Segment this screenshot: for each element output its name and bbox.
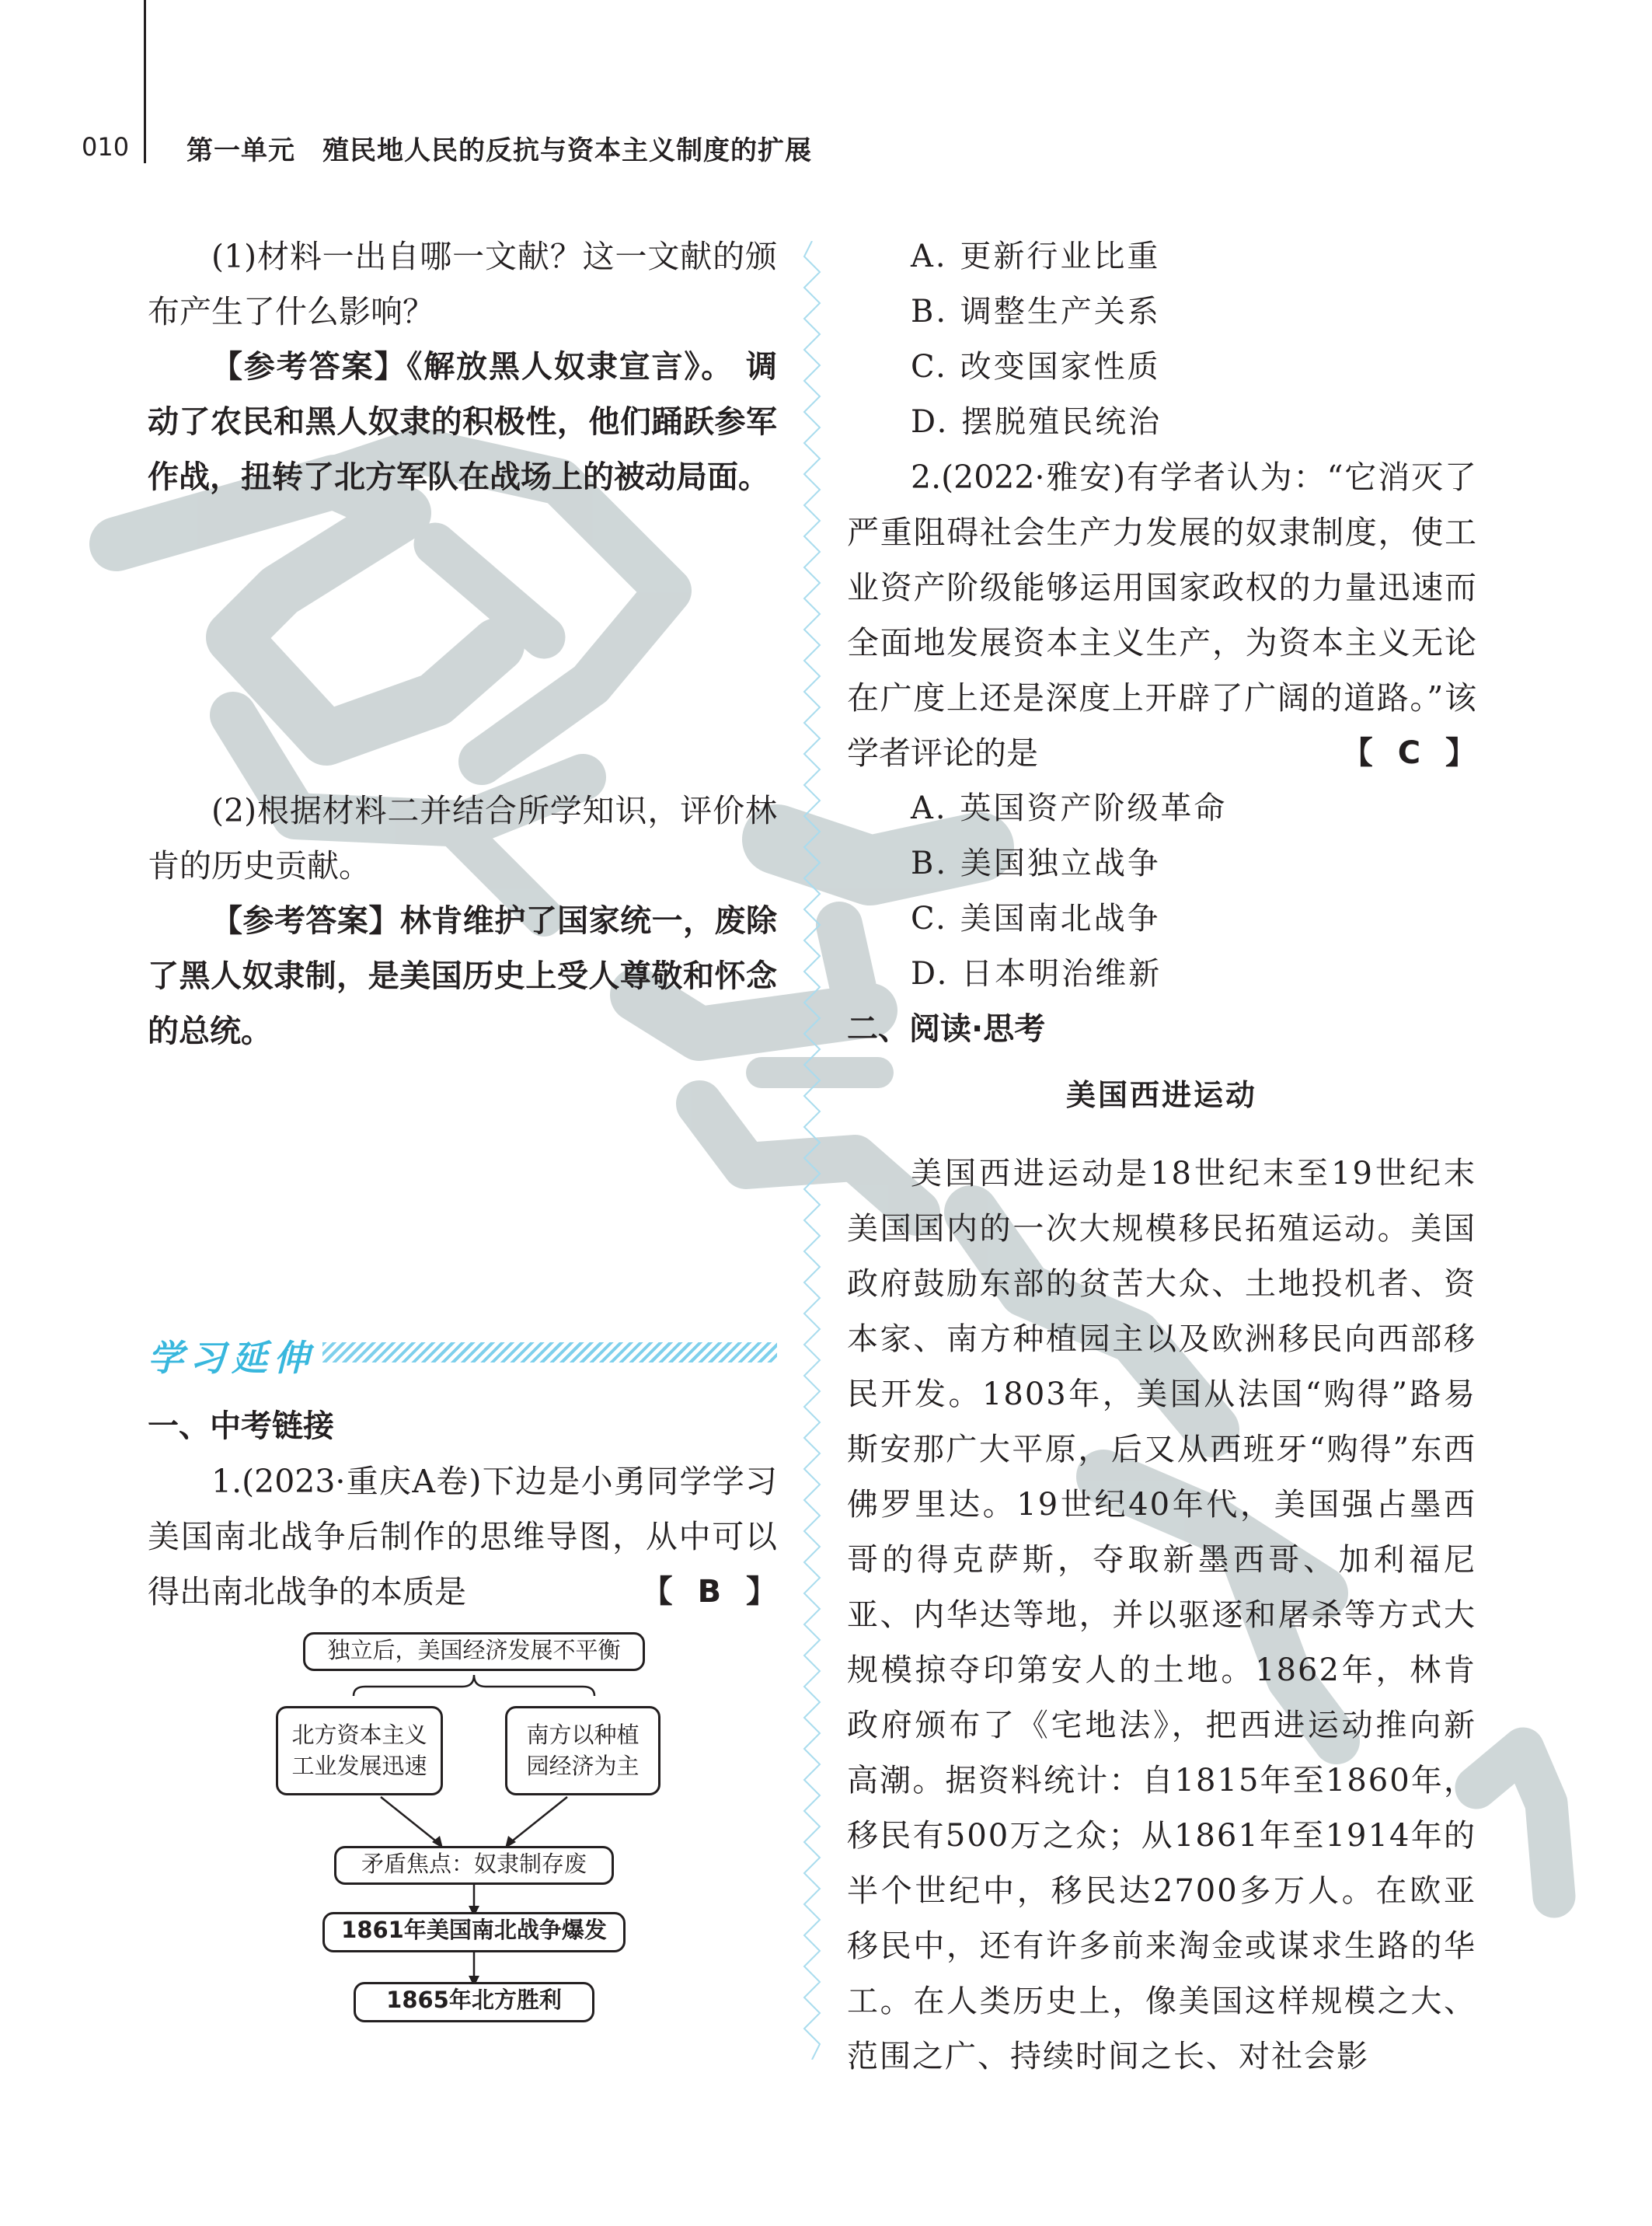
mcq-2-option-b: B. 美国独立战争: [911, 846, 1161, 881]
mcq-1-option-d: D. 摆脱殖民统治: [911, 404, 1162, 440]
mcq-2-option-a: A. 英国资产阶级革命: [911, 790, 1228, 826]
left-column: [148, 229, 777, 1059]
exam-link-block: [148, 1399, 777, 1620]
answer-2: 【参考答案】林肯维护了国家统一，废除了黑人奴隶制，是美国历史上受人尊敬和怀念的总统。: [148, 903, 777, 1049]
mcq-1-option-b: B. 调整生产关系: [911, 294, 1161, 330]
answer-1: 【参考答案】《解放黑人奴隶宣言》。 调动了农民和黑人奴隶的积极性，他们踊跃参军作战，扭转了北方军队在战场上的被动局面。: [148, 349, 777, 495]
mcq-2-stem: [847, 450, 1476, 781]
article-title: 美国西进运动: [1065, 1078, 1257, 1112]
mind-map-connectors: [280, 1632, 668, 2036]
mind-map-focus: 矛盾焦点：奴隶制存废: [334, 1846, 614, 1885]
mcq-2-option-d: D. 日本明治维新: [911, 956, 1162, 992]
mind-map: [280, 1632, 668, 2036]
mind-map-outbreak: 1861年美国南北战争爆发: [322, 1912, 626, 1952]
mcq-1-text: 1.(2023·重庆A卷)下边是小勇同学学习美国南北战争后制作的思维导图，从中可以得出南北战争的本质是: [148, 1463, 777, 1610]
header-rule: [144, 0, 146, 163]
question-2: (2)根据材料二并结合所学知识，评价林肯的历史贡献。: [148, 792, 777, 884]
mcq-2-option-c: C. 美国南北战争: [911, 901, 1161, 937]
section-title-exam-link: 一、中考链接: [148, 1408, 334, 1444]
study-extension-title: 学习延伸: [148, 1337, 315, 1379]
unit-title: 第一单元 殖民地人民的反抗与资本主义制度的扩展: [186, 135, 812, 166]
question-1: (1)材料一出自哪一文献？这一文献的颁布产生了什么影响？: [148, 238, 777, 330]
mcq-1-option-a: A. 更新行业比重: [911, 239, 1161, 274]
mcq-2-text: 2.(2022·雅安)有学者认为：“它消灭了严重阻碍社会生产力发展的奴隶制度，使工业资产阶级能够运用国家政权的力量迅速而全面地发展资本主义生产，为资本主义无论在广度上还是深度上开辟了广阔的道路。”该学者评论的是: [847, 459, 1476, 772]
right-column: [847, 229, 1476, 2085]
mcq-2-answer: 【 C 】: [1341, 735, 1476, 771]
article-body: 美国西进运动是18世纪末至19世纪末美国国内的一次大规模移民拓殖运动。美国政府鼓励东部的贫苦大众、土地投机者、资本家、南方种植园主以及欧洲移民向西部移民开发。1803年，美国从法国“购得”路易斯安那广大平原，后又从西班牙“购得”东西佛罗里达。19世纪40年代，美国强占墨西哥的得克萨斯，夺取新墨西哥、加利福尼亚、内华达等地，并以驱逐和屠杀等方式大规模掠夺印第安人的土地。1862年，林肯政府颁布了《宅地法》，把西进运动推向新高潮。据资料统计：自1815年至1860年，移民有500万之众；从1861年至1914年的半个世纪中，移民达2700多万人。在欧亚移民中，还有许多前来淘金或谋求生路的华工。在人类历史上，像美国这样规模之大、范围之广、持续时间之长、对社会影: [847, 1156, 1476, 2074]
mcq-1-stem: [148, 1454, 777, 1620]
column-divider: [800, 241, 824, 2060]
banner-hatch: [322, 1342, 777, 1362]
mcq-1-answer: 【 B 】: [641, 1574, 777, 1610]
mcq-1-option-c: C. 改变国家性质: [911, 349, 1161, 385]
page-number: 010: [82, 132, 130, 162]
mind-map-root: 独立后，美国经济发展不平衡: [303, 1632, 645, 1671]
section-title-reading: 二、阅读·思考: [847, 1011, 1046, 1047]
study-extension-banner: [148, 1325, 777, 1380]
mind-map-victory: 1865年北方胜利: [354, 1982, 594, 2022]
mind-map-south: 南方以种植园经济为主: [505, 1706, 660, 1795]
mind-map-north: 北方资本主义工业发展迅速: [276, 1706, 443, 1795]
